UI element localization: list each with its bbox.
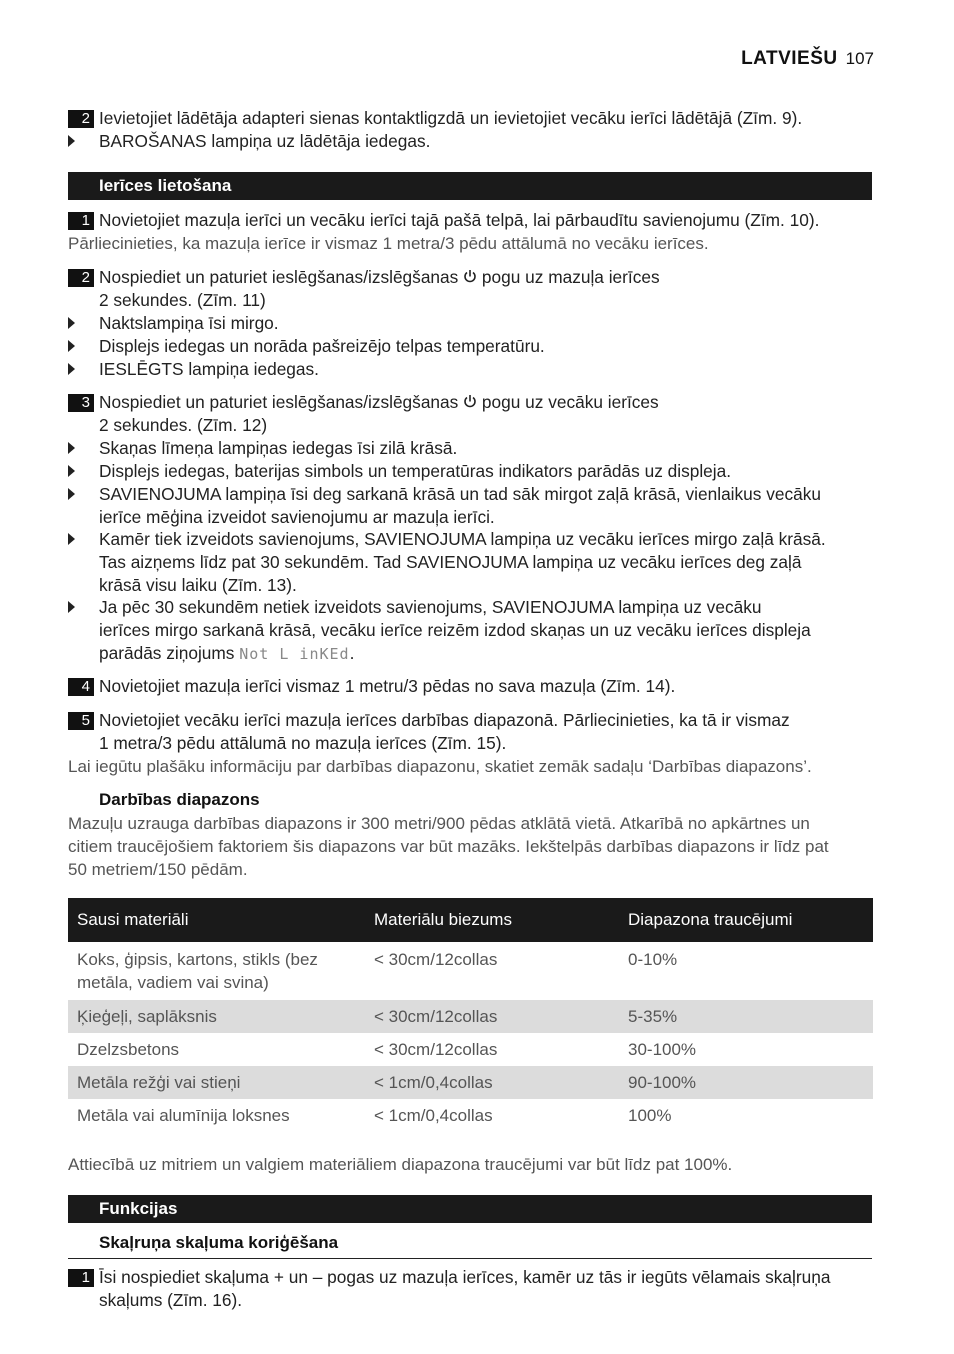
table-cell: < 30cm/12collas [365, 1000, 619, 1033]
step-number: 1 [68, 212, 94, 230]
step-text: Novietojiet mazuļa ierīci vismaz 1 metru/3 pēdas no sava mazuļa (Zīm. 14). [99, 676, 676, 696]
subsection-title: Darbības diapazons [99, 790, 260, 809]
table-row [68, 1033, 873, 1066]
bullet-arrow-icon [68, 601, 75, 613]
bullet-text: Skaņas līmeņa lampiņas iedegas īsi zilā krāsā. [99, 438, 458, 458]
bullet-text: Naktslampiņa īsi mirgo. [99, 313, 279, 333]
bullet-text: Displejs iedegas un norāda pašreizējo telpas temperatūru. [99, 336, 545, 356]
bullet-arrow-icon [68, 363, 75, 375]
lcd-message: Not L inKEd [239, 645, 350, 663]
subsection-title: Skaļruņa skaļuma koriģēšana [99, 1233, 339, 1252]
table-cell: 30-100% [628, 1040, 697, 1059]
cell-text: Koks, ģipsis, kartons, stikls (bez [77, 950, 318, 969]
bullet-text: Ja pēc 30 sekundēm netiek izveidots savienojums, SAVIENOJUMA lampiņa uz vecāku [99, 597, 762, 617]
column-header: Sausi materiāli [68, 898, 365, 942]
table-cell: < 1cm/0,4collas [365, 1066, 619, 1099]
bullet-text [99, 642, 872, 666]
bullet-arrow-icon [68, 533, 75, 545]
bullet-text: BAROŠANAS lampiņa uz lādētāja iedegas. [99, 131, 431, 151]
table-cell: < 1cm/0,4collas [374, 1106, 493, 1125]
step-number: 4 [68, 678, 94, 696]
step-text: Ievietojiet lādētāja adapteri sienas kontaktligzdā un ievietojiet vecāku ierīci lādētājā (Zīm. 9). [99, 108, 803, 128]
table-cell: Metāla režģi vai stieņi [68, 1066, 365, 1099]
bullet-text: ierīces mirgo sarkanā krāsā, vecāku ierīce reizēm izdod skaņas un uz vecāku ierīces displeja [99, 620, 811, 640]
table-cell: < 30cm/12collas [374, 950, 498, 969]
paragraph-line: Mazuļu uzrauga darbības diapazons ir 300 metri/900 pēdas atklātā vietā. Atkarībā no apkārtnes un [68, 814, 810, 833]
step-text: 2 sekundes. (Zīm. 12) [99, 415, 268, 435]
table-cell: 5-35% [619, 1000, 873, 1033]
table-cell: Metāla vai alumīnija loksnes [77, 1106, 290, 1125]
table-cell [68, 942, 365, 1000]
bullet-text-part: . [349, 643, 355, 663]
bullet-arrow-icon [68, 465, 75, 477]
bullet-text: Kamēr tiek izveidots savienojums, SAVIENOJUMA lampiņa uz vecāku ierīces mirgo zaļā krāsā. [99, 529, 826, 549]
step-text: Novietojiet vecāku ierīci mazuļa ierīces darbības diapazonā. Pārliecinieties, ka tā ir vismaz [99, 710, 790, 730]
step-text: Novietojiet mazuļa ierīci un vecāku ierīci tajā pašā telpā, lai pārbaudītu savienojumu (Zīm. 10). [99, 210, 820, 230]
paragraph-line: 50 metriem/150 pēdām. [68, 860, 248, 879]
bullet-text-part: parādās ziņojums [99, 643, 240, 663]
bullet-arrow-icon [68, 442, 75, 454]
step-text-part: Nospiediet un paturiet ieslēgšanas/izslēgšanas [99, 267, 464, 287]
step-number: 3 [68, 394, 94, 412]
table-cell: Dzelzsbetons [77, 1040, 180, 1059]
column-header: Diapazona traucējumi [619, 898, 873, 942]
step-number: 1 [68, 1269, 94, 1287]
table-cell: 0-10% [628, 950, 678, 969]
paragraph-line: citiem traucējošiem faktoriem šis diapazons var būt mazāks. Iekštelpās darbības diapazons ir līdz pat [68, 837, 829, 856]
step-number: 2 [68, 110, 94, 128]
table-row [68, 1099, 873, 1132]
paragraph-line: Attiecībā uz mitriem un valgiem materiāliem diapazona traucējumi var būt līdz pat 100%. [68, 1155, 733, 1174]
step-text: 2 sekundes. (Zīm. 11) [99, 290, 266, 310]
range-interference-table [68, 898, 873, 1132]
step-number: 5 [68, 712, 94, 730]
power-icon [463, 269, 477, 284]
bullet-text: Displejs iedegas, baterijas simbols un temperatūras indikators parādās uz displeja. [99, 461, 732, 481]
step-text [99, 391, 872, 414]
step-text-part: pogu uz mazuļa ierīces [477, 267, 660, 287]
table-row [68, 1000, 873, 1033]
table-header-row [68, 898, 873, 942]
step-text-part: Nospiediet un paturiet ieslēgšanas/izslēgšanas [99, 392, 464, 412]
section-heading-functions: Funkcijas [68, 1195, 872, 1223]
step-note: Pārliecinieties, ka mazuļa ierīce ir vismaz 1 metra/3 pēdu attālumā no vecāku ierīces. [68, 234, 709, 253]
bullet-text: krāsā visu laiku (Zīm. 13). [99, 575, 297, 595]
section-heading-usage: Ierīces lietošana [68, 172, 872, 200]
table-cell: 90-100% [619, 1066, 873, 1099]
step-text [99, 266, 872, 289]
table-cell: < 30cm/12collas [374, 1040, 498, 1059]
bullet-arrow-icon [68, 488, 75, 500]
step-note: Lai iegūtu plašāku informāciju par darbības diapazonu, skatiet zemāk sadaļu ‘Darbības diapazons’. [68, 757, 812, 776]
divider [68, 1258, 872, 1259]
page-header [741, 48, 874, 70]
step-number: 2 [68, 269, 94, 287]
step-text: Īsi nospiediet skaļuma + un – pogas uz mazuļa ierīces, kamēr uz tās ir iegūts vēlamais skaļruņa [99, 1267, 831, 1287]
table-cell: 100% [628, 1106, 672, 1125]
bullet-arrow-icon [68, 135, 75, 147]
bullet-text: Tas aizņems līdz pat 30 sekundēm. Tad SAVIENOJUMA lampiņa uz vecāku ierīces deg zaļā [99, 552, 802, 572]
table-cell: Ķieģeļi, saplāksnis [68, 1000, 365, 1033]
language-label: LATVIEŠU [741, 48, 838, 69]
power-icon [463, 394, 477, 409]
step-text: skaļums (Zīm. 16). [99, 1290, 243, 1310]
page-number: 107 [845, 49, 874, 68]
column-header: Materiālu biezums [365, 898, 619, 942]
bullet-text: SAVIENOJUMA lampiņa īsi deg sarkanā krāsā un tad sāk mirgot zaļā krāsā, vienlaikus vecāku [99, 484, 821, 504]
bullet-arrow-icon [68, 317, 75, 329]
step-text-part: pogu uz vecāku ierīces [477, 392, 659, 412]
bullet-text: IESLĒGTS lampiņa iedegas. [99, 359, 319, 379]
bullet-arrow-icon [68, 340, 75, 352]
table-row [68, 1066, 873, 1099]
cell-text: metāla, vadiem vai svina) [77, 973, 269, 992]
step-text: 1 metra/3 pēdu attālumā no mazuļa ierīces (Zīm. 15). [99, 733, 507, 753]
table-row [68, 942, 873, 1000]
bullet-text: ierīce mēģina izveidot savienojumu ar mazuļa ierīci. [99, 507, 495, 527]
